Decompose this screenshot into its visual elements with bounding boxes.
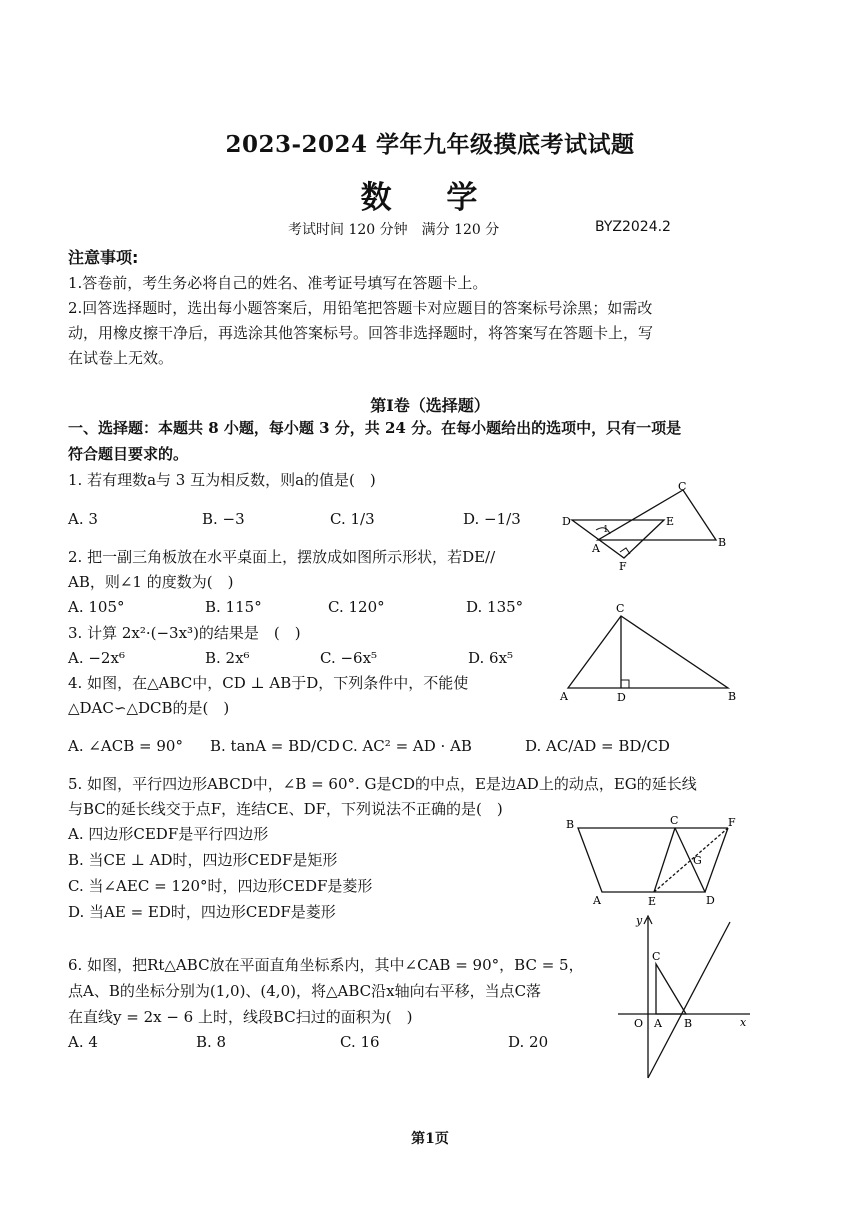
notice-item-2-line-2: 动，用橡皮擦干净后，再选涂其他答案标号。回答非选择题时，将答案写在答题卡上，写 [68, 324, 654, 342]
q5-label-f: F [728, 816, 736, 829]
q3-option-a: A. −2x⁶ [68, 649, 125, 667]
q4-label-b: B [728, 690, 737, 703]
q2-option-b: B. 115° [205, 598, 262, 616]
q2-stem-line-2: AB，则∠1 的度数为( ) [68, 573, 234, 591]
exam-code: BYZ2024.2 [595, 219, 671, 235]
q2-label-b: B [718, 536, 727, 549]
q5-option-b: B. 当CE ⊥ AD时，四边形CEDF是矩形 [68, 851, 338, 869]
q5-stem-line-1: 5. 如图，平行四边形ABCD中，∠B = 60°. G是CD的中点，E是边AD上的动点，EG的延长线 [68, 775, 697, 793]
q3-option-d: D. 6x⁵ [468, 649, 514, 667]
q6-label-y: y [636, 914, 643, 927]
exam-title: 2023-2024 学年九年级摸底考试试题 [225, 131, 635, 158]
q5-label-e: E [648, 895, 657, 908]
q3-option-b: B. 2x⁶ [205, 649, 250, 667]
q2-triangle-abc [598, 490, 716, 540]
q5-label-c: C [670, 814, 679, 827]
q6-label-b: B [684, 1017, 693, 1030]
q5-figure [560, 812, 750, 908]
q1-stem: 1. 若有理数a与 3 互为相反数，则a的值是( ) [68, 471, 376, 489]
q5-option-a: A. 四边形CEDF是平行四边形 [68, 825, 269, 843]
q2-label-angle-1: 1 [603, 525, 609, 535]
page-number: 第1页 [411, 1131, 449, 1147]
q2-label-a: A [592, 542, 600, 555]
q2-label-c: C [678, 480, 687, 493]
q2-figure [556, 478, 736, 578]
q6-stem-line-1: 6. 如图，把Rt△ABC放在平面直角坐标系内，其中∠CAB = 90°，BC = 5， [68, 956, 584, 974]
q5-parallelogram-abcd [578, 828, 705, 892]
q5-label-d: D [706, 894, 715, 907]
q4-option-c: C. AC² = AD · AB [342, 737, 472, 755]
exam-info: 考试时间 120 分钟 满分 120 分 [288, 222, 500, 238]
q5-label-b: B [566, 818, 575, 831]
q4-stem-line-1: 4. 如图，在△ABC中，CD ⊥ AB于D，下列条件中，不能使 [68, 674, 469, 692]
section-title: 第Ⅰ卷（选择题） [370, 396, 490, 415]
q5-option-d: D. 当AE = ED时，四边形CEDF是菱形 [68, 903, 336, 921]
q4-option-d: D. AC/AD = BD/CD [525, 737, 670, 755]
q4-label-c: C [616, 602, 625, 615]
q2-option-c: C. 120° [328, 598, 385, 616]
q2-option-d: D. 135° [466, 598, 524, 616]
q4-option-b: B. tanA = BD/CD [210, 737, 340, 755]
q1-option-b: B. −3 [202, 510, 245, 528]
q6-label-x: x [740, 1016, 747, 1029]
q5-line-ce [654, 828, 675, 892]
q6-label-c: C [652, 950, 661, 963]
q2-label-d: D [562, 515, 571, 528]
q6-option-c: C. 16 [340, 1033, 380, 1051]
subject-title: 数 学 [360, 180, 500, 216]
q6-option-b: B. 8 [196, 1033, 227, 1051]
q6-figure [614, 910, 754, 1082]
q6-label-o: O [634, 1017, 644, 1030]
q5-label-g: G [693, 854, 702, 867]
q4-figure [556, 600, 746, 706]
section-intro-line-1: 一、选择题：本题共 8 小题，每小题 3 分，共 24 分。在每小题给出的选项中，只有一项是 [68, 419, 682, 437]
q1-option-c: C. 1/3 [330, 510, 375, 528]
q2-label-f: F [619, 560, 627, 573]
q4-label-d: D [617, 691, 626, 704]
q4-triangle-abc [568, 616, 728, 688]
q4-stem-line-2: △DAC∽△DCB的是( ) [68, 699, 230, 717]
q6-stem-line-3: 在直线y = 2x − 6 上时，线段BC扫过的面积为( ) [68, 1008, 413, 1026]
notice-heading: 注意事项: [68, 248, 139, 267]
q2-stem-line-1: 2. 把一副三角板放在水平桌面上，摆放成如图所示形状，若DE// [68, 548, 496, 566]
q5-stem-line-2: 与BC的延长线交于点F，连结CE、DF，下列说法不正确的是( ) [68, 800, 503, 818]
q6-option-a: A. 4 [68, 1033, 98, 1051]
q2-triangle-def [572, 520, 664, 558]
q4-label-a: A [560, 690, 568, 703]
q1-option-d: D. −1/3 [463, 510, 521, 528]
notice-item-1: 1.答卷前，考生务必将自己的姓名、准考证号填写在答题卡上。 [68, 274, 488, 292]
q2-label-e: E [666, 515, 675, 528]
notice-item-2-line-3: 在试卷上无效。 [68, 349, 174, 367]
q6-line-y-2x-6 [648, 922, 730, 1078]
q2-option-a: A. 105° [68, 598, 125, 616]
q6-triangle-abc [656, 964, 686, 1014]
section-intro-line-2: 符合题目要求的。 [68, 445, 189, 463]
q3-stem: 3. 计算 2x²·(−3x³)的结果是 ( ) [68, 624, 301, 642]
q6-stem-line-2: 点A、B的坐标分别为(1,0)、(4,0)，将△ABC沿x轴向右平移，当点C落 [68, 982, 542, 1000]
q6-label-a: A [654, 1017, 662, 1030]
q5-label-a: A [593, 894, 601, 907]
q5-option-c: C. 当∠AEC = 120°时，四边形CEDF是菱形 [68, 877, 373, 895]
q6-option-d: D. 20 [508, 1033, 549, 1051]
q4-option-a: A. ∠ACB = 90° [68, 737, 183, 755]
q3-option-c: C. −6x⁵ [320, 649, 378, 667]
q1-option-a: A. 3 [68, 510, 98, 528]
notice-item-2-line-1: 2.回答选择题时，选出每小题答案后，用铅笔把答题卡对应题目的答案标号涂黑；如需改 [68, 299, 653, 317]
